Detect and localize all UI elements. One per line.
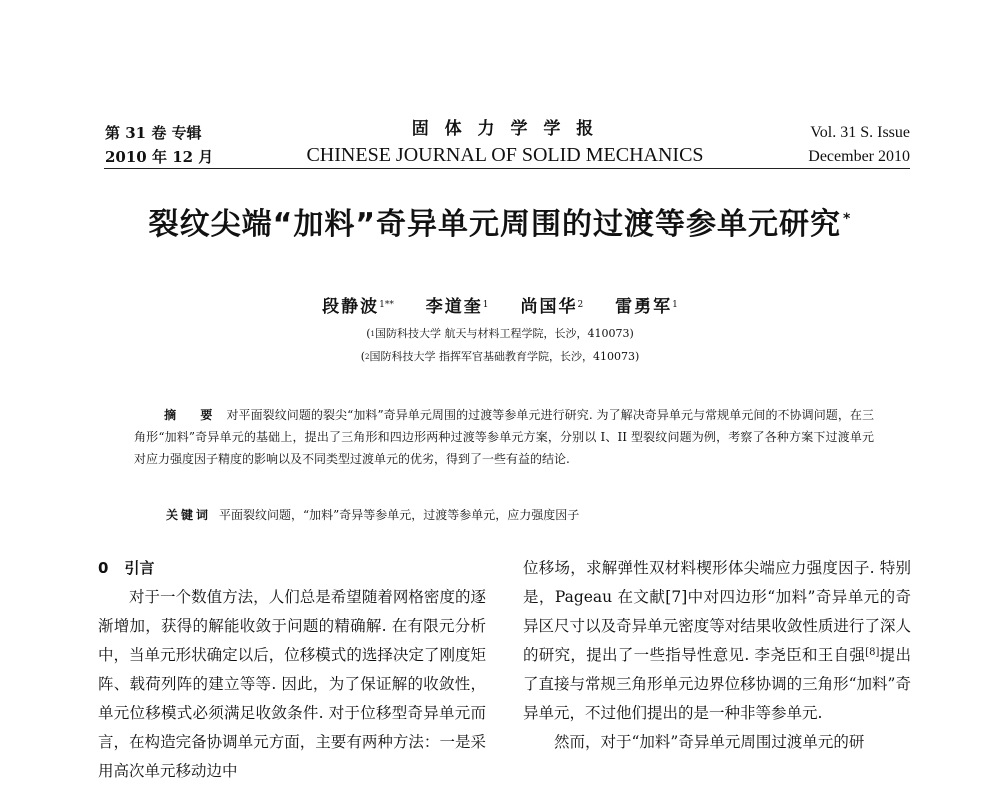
header-right <box>808 121 910 169</box>
section-heading: 0 引言 <box>98 559 155 577</box>
journal-name-cn: 固 体 力 学 学 报 <box>411 119 599 139</box>
date-cn: 2010 年 12 月 <box>105 148 214 166</box>
affiliation: ($^2$国防科技大学 指挥军官基础教育学院，长沙，410073) <box>360 350 640 363</box>
abstract <box>134 404 874 470</box>
paper-title <box>80 205 920 245</box>
journal-name-en: CHINESE JOURNAL OF SOLID MECHANICS <box>306 144 704 166</box>
body-column-right <box>523 554 911 757</box>
citation: [8] <box>865 647 880 658</box>
keywords-text: 平面裂纹问题，“加料”奇异等参单元，过渡等参单元，应力强度因子 <box>219 508 580 522</box>
keywords <box>166 504 874 526</box>
author: 李道奎$^1$ <box>425 297 489 317</box>
keywords-label: 关键词 <box>166 508 212 522</box>
header-center <box>270 117 740 169</box>
author: 尚国华$^2$ <box>520 297 584 317</box>
paragraph: 对于一个数值方法，人们总是希望随着网格密度的逐渐增加，获得的解能收敛于问题的精确解. 在有限元分析中，当单元形状确定以后，位移模式的选择决定了刚度矩阵、载荷列阵的建立等等. 因此，为了保证解的收敛性，单元位移模式必须满足收敛条件. 对于位移型奇异单元而言，在构造完备协调单元方面，主要有两种方法：一是采用高次单元移动边中 <box>98 588 486 780</box>
header-divider <box>104 168 910 169</box>
paragraph: 然而，对于“加料”奇异单元周围过渡单元的研 <box>554 733 865 751</box>
abstract-text: 对平面裂纹问题的裂尖“加料”奇异单元周围的过渡等参单元进行研究. 为了解决奇异单元与常规单元间的不协调问题，在三角形“加料”奇异单元的基础上，提出了三角形和四边形两种过渡等参单元方案，分别以 I、II 型裂纹问题为例，考察了各种方案下过渡单元对应力强度因子精度的影响以及不同类型过渡单元的优劣，得到了一些有益的结论. <box>134 408 874 466</box>
header-left <box>105 121 213 169</box>
author: 段静波$^{1**}$ <box>322 297 394 317</box>
affiliation: ($^1$国防科技大学 航天与材料工程学院，长沙，410073) <box>366 327 634 340</box>
body-column-left <box>98 554 486 786</box>
date-en: December 2010 <box>808 148 910 165</box>
abstract-label: 摘 要 <box>164 408 223 422</box>
author-list <box>120 294 880 320</box>
author: 雷勇军$^1$ <box>615 297 678 317</box>
volume-en: Vol. 31 S. Issue <box>810 124 910 141</box>
title-text: 裂纹尖端“加料”奇异单元周围的过渡等参单元研究 <box>148 207 842 242</box>
paragraph: 位移场，求解弹性双材料楔形体尖端应力强度因子. 特别是，Pageau 在文献[7]中对四边形“加料”奇异单元的奇异区尺寸以及奇异单元密度等对结果收敛性质进行了深人的研究，提出了一些指导性意见. 李尧臣和王自强[8]提出了直接与常规三角形单元边界位移协调的三角形“加料”奇异单元，不过他们提出的是一种非等参单元. <box>523 559 911 722</box>
volume-cn: 第 31 卷 专辑 <box>105 124 202 142</box>
title-footnote-mark: * <box>843 211 852 227</box>
